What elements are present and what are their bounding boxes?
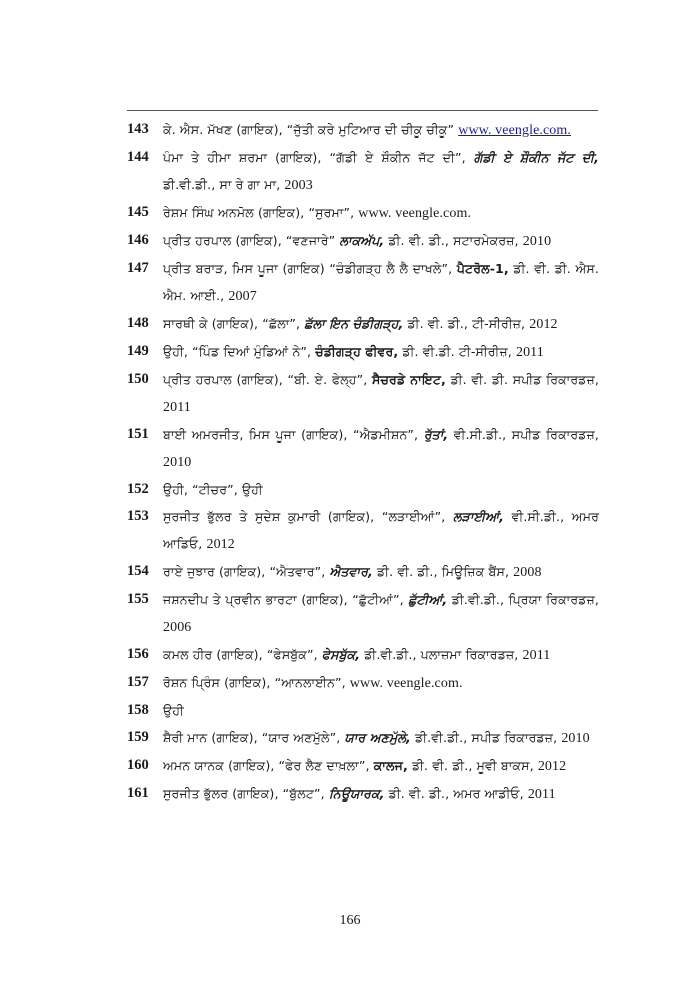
entry-singer: ਰੇਸ਼ਮ ਸਿੰਘ ਅਨਮੋਲ (ਗਾਇਕ),	[163, 205, 309, 220]
entry-text	[163, 421, 599, 476]
reference-entry-148	[127, 310, 599, 338]
entry-album: ਛੱਲਾ ਇਨ ਚੰਡੀਗੜ੍ਹ,	[304, 316, 404, 331]
entry-details: ਡੀ. ਵੀ. ਡੀ., ਟੀ-ਸੀਰੀਜ਼,	[403, 316, 530, 331]
entry-song: “ਬੁੱਲਟ”,	[282, 786, 329, 801]
entry-year: 2008	[513, 565, 542, 580]
entry-text	[163, 697, 599, 724]
entry-album: ਯਾਰ ਅਣਮੁੱਲੇ,	[344, 730, 411, 745]
entry-singer: ਰੋਸ਼ਨ ਪ੍ਰਿੰਸ (ਗਾਇਕ),	[163, 675, 275, 690]
entry-year: 2007	[228, 289, 257, 304]
entry-details: ਡੀ.ਵੀ.ਡੀ., ਸਪੀਡ ਰਿਕਾਰਡਜ਼,	[410, 730, 562, 745]
entry-text	[163, 669, 599, 697]
reference-entry-161	[127, 780, 599, 808]
reference-entry-154	[127, 558, 599, 586]
entry-year: 2011	[527, 787, 556, 802]
reference-entry-158	[127, 697, 599, 724]
entry-number: 147	[127, 260, 149, 276]
entry-album: ਕਾਲਜ,	[373, 758, 408, 773]
entry-details: ਡੀ.ਵੀ.ਡੀ., ਪਲਾਜ਼ਮਾ ਰਿਕਾਰਡਜ਼,	[360, 647, 523, 662]
entry-text	[163, 780, 599, 808]
entry-song: “ਐਡਮੀਸ਼ਨ”,	[352, 427, 424, 442]
entry-year: 2006	[163, 620, 192, 635]
entry-album: ਛੁੱਟੀਆਂ,	[408, 592, 448, 607]
entry-number: 145	[127, 204, 149, 220]
reference-entry-144	[127, 144, 599, 199]
entry-singer: ਕੇ. ਐਸ. ਮੱਖਣ (ਗਾਇਕ),	[163, 122, 287, 137]
entry-number: 160	[127, 757, 149, 773]
entry-song: “ਫੇਰ ਲੈਣ ਦਾਖ਼ਲਾ”,	[278, 758, 374, 773]
entry-song: “ਫੇਸਬੁੱਕ”,	[266, 647, 322, 662]
entry-singer: ਪ੍ਰੀਤ ਬਰਾੜ, ਮਿਸ ਪੂਜਾ (ਗਾਇਕ)	[163, 261, 330, 276]
reference-entry-157	[127, 669, 599, 697]
entry-details: ਵੀ.ਸੀ.ਡੀ., ਸਪੀਡ ਰਿਕਾਰਡਜ਼,	[448, 427, 599, 442]
entry-details: ਡੀ. ਵੀ. ਡੀ., ਸਟਾਰਮੇਕਰਜ਼,	[384, 233, 523, 248]
entry-number: 150	[127, 371, 149, 387]
reference-entry-151	[127, 421, 599, 476]
reference-entry-159	[127, 724, 599, 752]
entry-year: 2011	[515, 345, 544, 360]
entry-year: 2012	[529, 317, 558, 332]
entry-year: 2010	[522, 234, 552, 249]
entry-details: ਡੀ. ਵੀ. ਡੀ., ਅਮਰ ਆਡੀਓ,	[384, 786, 528, 801]
entry-song: “ਐਤਵਾਰ”,	[269, 564, 330, 579]
entry-singer: ਪੰਮਾ ਤੇ ਹੀਮਾ ਸ਼ਰਮਾ (ਗਾਇਕ),	[163, 150, 330, 165]
entry-album: ਚੰਡੀਗੜ੍ਹ ਫੀਵਰ,	[315, 344, 399, 359]
entry-song: “ਜੁੱਤੀ ਕਰੇ ਮੁਟਿਆਰ ਦੀ ਚੀਕੂ ਚੀਕੂ”	[286, 122, 455, 137]
entry-details: ਡੀ. ਵੀ.ਡੀ. ਟੀ-ਸੀਰੀਜ਼,	[398, 344, 516, 359]
entry-text	[163, 558, 599, 586]
entry-song: “ਲੜਾਈਆਂ”,	[381, 509, 453, 524]
reference-entry-150	[127, 366, 599, 421]
entry-website: www. veengle.com.	[349, 676, 463, 691]
entry-album: ਰੁੱਤਾਂ,	[423, 427, 449, 442]
entry-song: “ਸੁਰਮਾ”,	[308, 205, 359, 220]
reference-entry-156	[127, 641, 599, 669]
entry-song: “ਛੱਲਾ”,	[262, 316, 305, 331]
entry-details: ਵੀ.ਸੀ.ਡੀ., ਅਮਰ ਆਡਿਓ,	[163, 509, 599, 551]
entry-singer: ਬਾਈ ਅਮਰਜੀਤ, ਮਿਸ ਪੂਜਾ (ਗਾਇਕ),	[163, 427, 353, 442]
entry-details: ਡੀ. ਵੀ. ਡੀ., ਮੂਵੀ ਬਾਕਸ,	[407, 758, 538, 773]
entry-text	[163, 199, 599, 227]
entry-text	[163, 366, 599, 421]
entry-singer: ਸੁਰਜੀਤ ਭੁੱਲਰ ਤੇ ਸੁਦੇਸ਼ ਕੁਮਾਰੀ (ਗਾਇਕ),	[163, 509, 382, 524]
entry-number: 154	[127, 563, 149, 579]
reference-entry-149	[127, 338, 599, 366]
entry-text	[163, 752, 599, 780]
entry-album: ਲੜਾਈਆਂ,	[452, 509, 505, 524]
entry-number: 149	[127, 343, 149, 359]
top-divider-rule	[127, 110, 598, 111]
entry-number: 143	[127, 121, 149, 137]
entry-number: 159	[127, 729, 149, 745]
entry-text	[163, 116, 599, 144]
entry-singer: ਅਮਨ ਯਾਨਕ (ਗਾਇਕ),	[163, 758, 279, 773]
entry-singer: ਪ੍ਰੀਤ ਹਰਪਾਲ (ਗਾਇਕ),	[163, 372, 288, 387]
entry-text	[163, 144, 599, 199]
entry-details: ਡੀ. ਵੀ. ਡੀ., ਮਿਊਜ਼ਿਕ ਬੈਂਸ,	[372, 564, 514, 579]
entry-album: ਫੇਸਬੁੱਕ,	[321, 647, 361, 662]
entry-song: “ਚੰਡੀਗੜ੍ਹ ਲੈ ਲੈ ਦਾਖਲੇ”,	[329, 261, 457, 276]
entry-song: “ਗੱਡੀ ਏ ਸ਼ੌਕੀਨ ਜੱਟ ਦੀ”,	[329, 150, 474, 165]
entry-text	[163, 724, 599, 752]
entry-song: “ਯਾਰ ਅਣਮੁੱਲੇ”,	[261, 730, 345, 745]
entry-song: “ਪਿੰਡ ਦਿਆਂ ਮੁੰਡਿਆਂ ਨੇ”,	[192, 344, 316, 359]
entry-text	[163, 338, 599, 366]
entry-text	[163, 641, 599, 669]
entry-singer: ਸ਼ੈਰੀ ਮਾਨ (ਗਾਇਕ),	[163, 730, 262, 745]
veengle-link[interactable]: www. veengle.com.	[458, 123, 571, 138]
entry-number: 153	[127, 508, 149, 524]
entry-year: 2003	[284, 178, 313, 193]
entry-details: ਡੀ. ਵੀ. ਡੀ. ਐਸ. ਐਮ. ਆਈ.,	[163, 261, 599, 303]
entry-song: “ਟੀਚਰ”,	[192, 482, 242, 497]
entry-singer: ਜਸ਼ਨਦੀਪ ਤੇ ਪ੍ਰਵੀਨ ਭਾਰਟਾ (ਗਾਇਕ),	[163, 592, 353, 607]
page-number: 166	[339, 913, 361, 928]
entry-details: ਡੀ. ਵੀ. ਡੀ. ਸਪੀਡ ਰਿਕਾਰਡਜ਼,	[445, 372, 599, 387]
entry-text	[163, 255, 599, 310]
entry-details: ਡੀ.ਵੀ.ਡੀ., ਸਾ ਰੇ ਗਾ ਮਾ,	[163, 177, 285, 192]
reference-list	[127, 116, 599, 808]
entry-song: “ਆਨਲਾਈਨ”,	[274, 675, 350, 690]
entry-number: 156	[127, 646, 149, 662]
entry-text	[163, 227, 599, 255]
entry-album: ਨਿਊਯਾਰਕ,	[328, 786, 385, 801]
entry-details: ਡੀ.ਵੀ.ਡੀ., ਪ੍ਰਿਯਾ ਰਿਕਾਰਡਜ਼,	[447, 592, 599, 607]
entry-singer: ਉਹੀ	[163, 703, 184, 718]
entry-number: 158	[127, 702, 149, 718]
entry-number: 151	[127, 426, 149, 442]
entry-number: 146	[127, 232, 149, 248]
entry-year: 2010	[163, 455, 192, 470]
entry-singer: ਉਹੀ,	[163, 344, 193, 359]
entry-number: 157	[127, 674, 149, 690]
entry-year: 2011	[522, 648, 551, 663]
entry-song: “ਵਣਜਾਰੇ”	[285, 233, 340, 248]
entry-number: 148	[127, 315, 149, 331]
reference-entry-146	[127, 227, 599, 255]
reference-entry-147	[127, 255, 599, 310]
entry-year: 2012	[206, 537, 235, 552]
entry-singer: ਪ੍ਰੀਤ ਹਰਪਾਲ (ਗਾਇਕ),	[163, 233, 286, 248]
entry-album: ਲਾਕਅੱਪ,	[339, 233, 385, 248]
entry-singer: ਰਾਏ ਜੁਝਾਰ (ਗਾਇਕ),	[163, 564, 270, 579]
entry-album: ਐਤਵਾਰ,	[329, 564, 373, 579]
entry-number: 152	[127, 481, 149, 497]
entry-text	[163, 503, 599, 558]
entry-song: “ਬੀ. ਏ. ਫੇਲ੍ਹ”,	[287, 372, 372, 387]
entry-text	[163, 476, 599, 503]
entry-singer: ਉਹੀ,	[163, 482, 193, 497]
entry-singer: ਕਮਲ ਹੀਰ (ਗਾਇਕ),	[163, 647, 267, 662]
entry-year: 2012	[537, 759, 567, 774]
entry-album: ਸੈਚਰਡੇ ਨਾਇਟ,	[371, 372, 446, 387]
entry-year: 2011	[163, 400, 191, 415]
entry-text	[163, 586, 599, 641]
entry-year: 2010	[561, 731, 590, 746]
entry-song: “ਛੁੱਟੀਆਂ”,	[352, 592, 409, 607]
entry-album: ਗੱਡੀ ਏ ਸ਼ੌਕੀਨ ਜੱਟ ਦੀ,	[473, 150, 600, 165]
reference-entry-143	[127, 116, 599, 144]
reference-entry-155	[127, 586, 599, 641]
entry-website: www. veengle.com.	[358, 206, 472, 221]
entry-number: 161	[127, 785, 149, 801]
reference-entry-145	[127, 199, 599, 227]
entry-number: 155	[127, 591, 149, 607]
reference-entry-152	[127, 476, 599, 503]
entry-number: 144	[127, 149, 149, 165]
entry-text	[163, 310, 599, 338]
entry-album: ਪੈਟਰੋਲ-1,	[456, 261, 509, 276]
entry-singer: ਸਾਰਥੀ ਕੇ (ਗਾਇਕ),	[163, 316, 263, 331]
entry-singer: ਸੁਰਜੀਤ ਭੁੱਲਰ (ਗਾਇਕ),	[163, 786, 283, 801]
entry-details: ਉਹੀ	[241, 482, 263, 497]
reference-entry-160	[127, 752, 599, 780]
reference-entry-153	[127, 503, 599, 558]
